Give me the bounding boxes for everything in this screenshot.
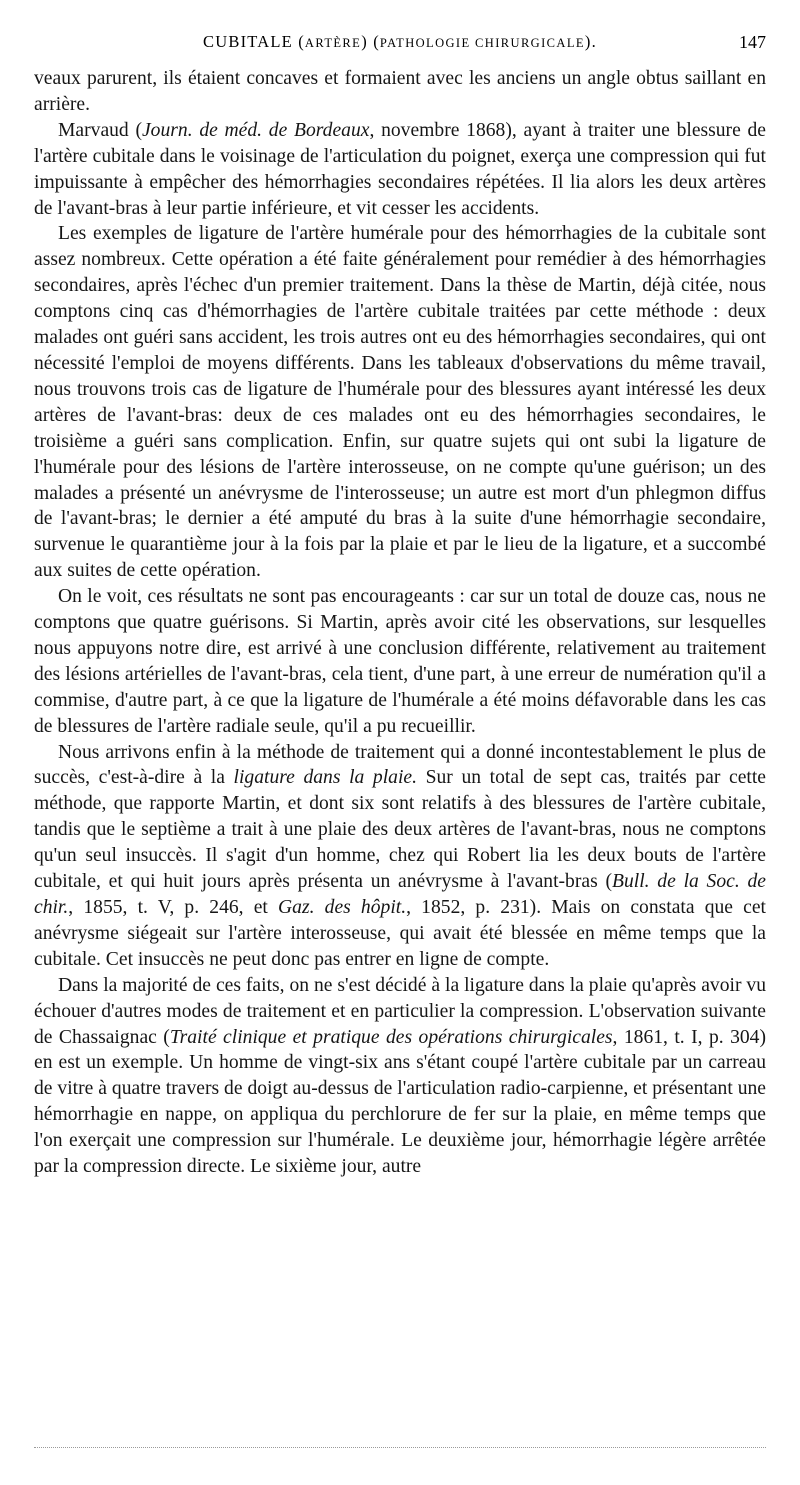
paragraph (34, 66, 766, 118)
paragraph-text: Les exemples de ligature de l'artère humérale pour des hémorrhagies de la cubitale sont assez nombreux. Cette opération a été faite généralement pour remédier à des hémorrhagies secondaires, après l'échec d'un premier traitement. Dans la thèse de Martin, déjà citée, nous comptons cinq cas d'hémorrhagies de l'artère cubitale traitées par cette méthode : deux malades ont guéri sans accident, les trois autres ont eu des hémorrhagies secondaires, qui ont nécessité l'emploi de moyens différents. Dans les tableaux d'observations du même travail, nous trouvons trois cas de ligature de l'humérale pour des blessures ayant intéressé les deux artères de l'avant-bras: deux de ces malades ont eu des hémorrhagies secondaires, le troisième a guéri sans complication. Enfin, sur quatre sujets qui ont subi la ligature de l'humérale pour des lésions de l'artère interosseuse, on ne compte qu'une guérison; un des malades a présenté un anévrysme de l'interosseuse; un autre est mort d'un phlegmon diffus de l'avant-bras; le dernier a été amputé du bras à la suite d'une hémorrhagie secondaire, survenue le quarantième jour à la fois par la plaie et par le lieu de la ligature, et a succombé aux suites de cette opération. (34, 223, 766, 582)
paragraph-text: , 1861, t. I, p. 304) en est un exemple. Un homme de vingt-six ans s'étant coupé l'artère cubitale par un carreau de vitre à quatre travers de doigt au-dessus de l'articulation radio-carpienne, et présentant une hémorrhagie en nappe, on appliqua du perchlorure de fer sur la plaie, en même temps que l'on exerçait une compression sur l'humérale. Le deuxième jour, hémorrhagie légère arrêtée par la compression directe. Le sixième jour, autre (34, 1026, 767, 1178)
paragraph-text: On le voit, ces résultats ne sont pas encourageants : car sur un total de douze cas, nous ne comptons que quatre guérisons. Si Martin, après avoir cité les observations, sur lesquelles nous appuyons notre dire, est arrivé à une conclusion différente, relativement au traitement des lésions artérielles de l'avant-bras, cela tient, d'une part, à une erreur de numération qu'il a commise, d'autre part, à ce que la ligature de l'humérale a été moins défavorable dans les cas de blessures de l'artère radiale seule, qu'il a pu recueillir. (34, 586, 766, 737)
paragraph-text: Marvaud ( (58, 119, 142, 141)
paragraph-text: Sur un total de sept cas, traités par cette méthode, que rapporte Martin, et dont six sont relatifs à des blessures de l'artère cubitale, tandis que le septième a trait à une plaie des deux artères de l'avant-bras, nous ne comptons qu'un seul insuccès. Il s'agit d'un homme, chez qui Robert lia les deux bouts de l'artère cubitale, et qui huit jours après présenta un anévrysme à l'avant-bras ( (34, 767, 766, 893)
running-head-title-part: ) ( (361, 32, 380, 51)
citation-italic: Gaz. des hôpit. (278, 897, 407, 918)
running-head (34, 32, 766, 58)
paragraph (34, 118, 766, 222)
paragraph (34, 973, 766, 1180)
running-head-title-part: ). (584, 32, 597, 51)
paragraph (34, 740, 766, 973)
paragraph-text: Dans la majorité de ces faits, on ne s'est décidé à la ligature dans la plaie qu'après avoir vu échouer d'autres modes de traitement et en particulier la compression. L'observation suivante de Chassaignac ( (34, 974, 766, 1048)
running-head-title-part: CUBITALE ( (203, 32, 305, 51)
paragraph-text: , novembre 1868), ayant à traiter une blessure de l'artère cubitale dans le voisinage de l'articulation du poignet, exerça une compression qui fut impuissante à empêcher des hémorrhagies secondaires répétées. Il lia alors les deux artères de l'avant-bras à leur partie inférieure, et vit cesser les accidents. (34, 119, 766, 219)
citation-italic: Journ. de méd. de Bordeaux (141, 119, 370, 141)
running-head-title-pathologie: PATHOLOGIE CHIRURGICALE (379, 36, 585, 50)
emphasis-italic: ligature dans la plaie. (233, 767, 417, 789)
citation-italic: Traité clinique et pratique des opérations chirurgicales (169, 1026, 613, 1048)
running-head-title-artere: ARTÈRE (304, 36, 362, 50)
paragraph-text: Nous arrivons enfin à la méthode de traitement qui a donné incontestablement le plus de succès, c'est-à-dire à la (34, 741, 766, 789)
paragraph-text: veaux parurent, ils étaient concaves et formaient avec les anciens un angle obtus saillant en arrière. (34, 68, 766, 115)
paragraph-text: , 1852, p. 231). Mais on constata que cet anévrysme siégeait sur l'artère interosseuse, qui avait été blessée en même temps que la cubitale. Cet insuccès ne peut donc pas entrer en ligne de compte. (34, 897, 766, 970)
bottom-dotted-rule (34, 1447, 766, 1448)
paragraph (34, 221, 766, 584)
running-head-title (34, 32, 766, 52)
paragraph (34, 584, 766, 739)
page-body (34, 66, 766, 1180)
citation-italic: Bull. de la Soc. de chir. (34, 871, 767, 918)
paragraph-text: , 1855, t. V, p. 246, et (68, 897, 279, 918)
page-number: 147 (739, 32, 766, 52)
